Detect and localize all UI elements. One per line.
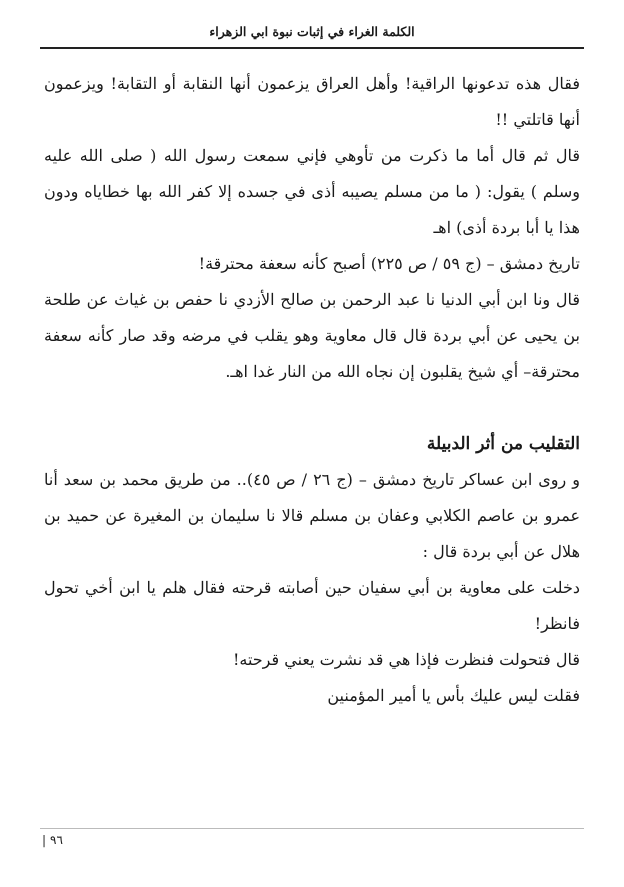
paragraph: فقلت ليس عليك بأس يا أمير المؤمنين [327,686,580,705]
running-header: الكلمة الغراء في إثبات نبوة ابي الزهراء [209,24,415,39]
page-number: ٩٦ [50,833,63,847]
paragraph: و روى ابن عساكر تاريخ دمشق – (ج ٢٦ / ص ٤٥).. من طريق محمد بن سعد أنا عمرو بن عاصم الكلابي وعفان بن مسلم قالا نا سليمان بن المغيرة عن حميد بن هلال عن أبي بردة قال : [44,470,581,561]
section-heading: التقليب من أثر الدبيلة [426,434,580,454]
page-number-separator: | [42,833,47,847]
page-number-block [42,832,63,848]
body-text [44,66,580,714]
paragraph: دخلت على معاوية بن أبي سفيان حين أصابته قرحته فقال هلم يا ابن أخي تحول فانظر! [44,578,580,633]
paragraph: فقال هذه تدعونها الراقية! وأهل العراق يزعمون أنها النقابة أو التقابة! ويزعمون أنها قاتلتي !! [44,74,580,129]
header-rule [40,47,584,49]
section-spacer [44,390,580,426]
paragraph: تاريخ دمشق – (ج ٥٩ / ص ٢٢٥) أصبح كأنه سعفة محترقة! [198,254,580,273]
footer-rule [40,828,584,829]
paragraph: قال ثم قال أما ما ذكرت من تأوهي فإني سمعت رسول الله ( صلى الله عليه وسلم ) يقول: ( ما من مسلم يصيبه أذى في جسده إلا كفر الله بها خطاياه ودون هذا يا أبا بردة أذى) اهـ [44,146,580,237]
paragraph: قال ونا ابن أبي الدنيا نا عبد الرحمن بن صالح الأزدي نا حفص بن غياث عن طلحة بن يحيى عن أبي بردة قال قال معاوية وهو يقلب في مرضه وقد صار كأنه سعفة محترقة– أي شيخ يقلبون إن نجاه الله من النار غدا اهـ. [44,290,580,381]
paragraph: قال فتحولت فنظرت فإذا هي قد نشرت يعني قرحته! [232,650,580,669]
